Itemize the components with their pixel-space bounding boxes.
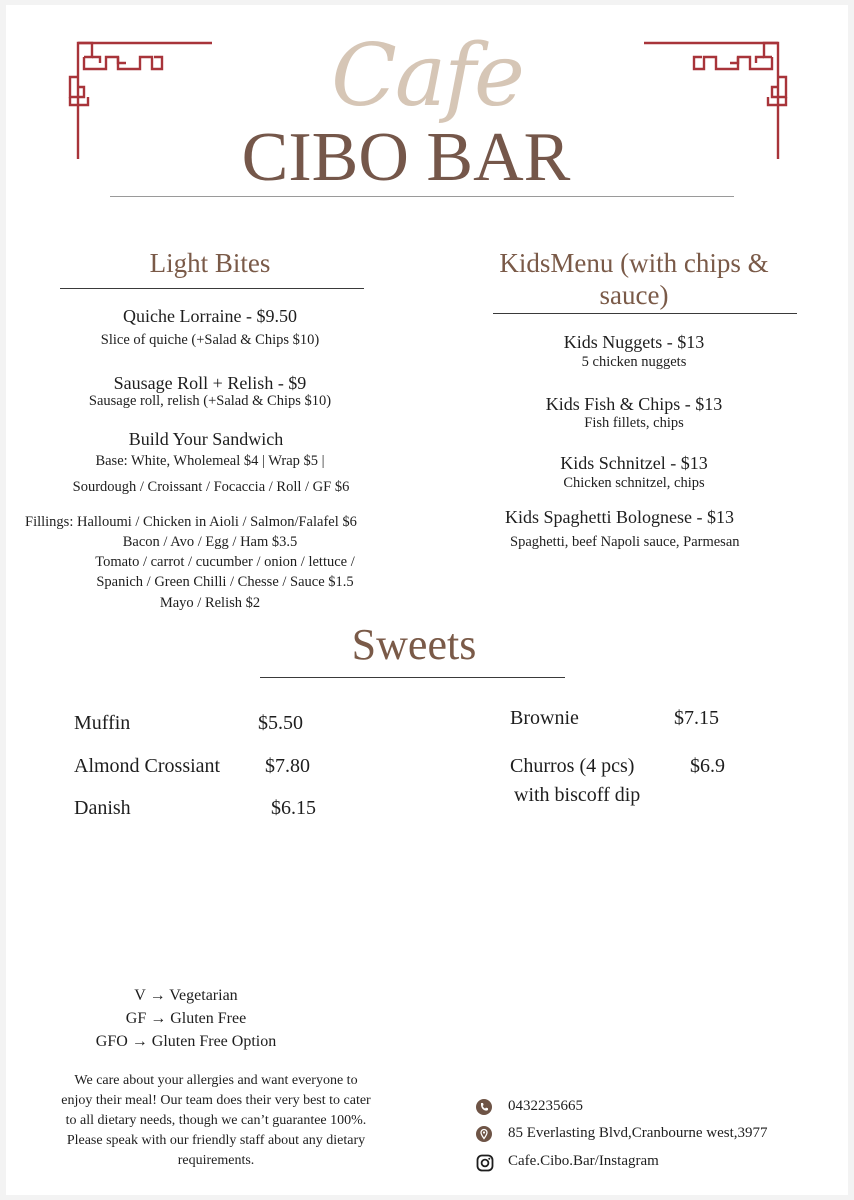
location-pin-icon bbox=[476, 1126, 492, 1142]
kids-item-nuggets-desc: 5 chicken nuggets bbox=[581, 354, 687, 370]
legend-gluten-free: GF → Gluten Free bbox=[125, 1010, 247, 1027]
kids-menu-heading-line2: sauce) bbox=[599, 280, 669, 310]
sandwich-base-line1: Base: White, Wholemeal $4 | Wrap $5 | bbox=[95, 453, 325, 469]
cafe-name-title: CIBO BAR bbox=[241, 119, 571, 196]
sweet-item-almond-croissant: Almond Crossiant bbox=[74, 755, 221, 777]
menu-page bbox=[6, 5, 848, 1195]
menu-item-quiche-desc: Slice of quiche (+Salad & Chips $10) bbox=[100, 332, 320, 348]
kids-item-nuggets: Kids Nuggets - $13 bbox=[563, 332, 705, 352]
allergy-note-line2: enjoy their meal! Our team does their very best to cater bbox=[61, 1093, 371, 1108]
sandwich-fillings-line3: Tomato / carrot / cucumber / onion / lettuce / bbox=[95, 554, 355, 570]
sweet-price-almond-croissant: $7.80 bbox=[265, 755, 310, 777]
sandwich-fillings-line4: Spanich / Green Chilli / Chesse / Sauce $1.5 bbox=[96, 574, 354, 590]
menu-item-sausage-roll: Sausage Roll + Relish - $9 bbox=[113, 373, 307, 393]
sweet-item-churros-extra: with biscoff dip bbox=[514, 784, 641, 806]
sweet-item-muffin: Muffin bbox=[74, 712, 131, 734]
sweet-item-danish: Danish bbox=[74, 797, 131, 819]
contact-instagram[interactable]: Cafe.Cibo.Bar/Instagram bbox=[508, 1153, 659, 1169]
contact-phone: 0432235665 bbox=[508, 1098, 583, 1114]
menu-item-sandwich: Build Your Sandwich bbox=[128, 429, 284, 449]
kids-item-schnitzel-desc: Chicken schnitzel, chips bbox=[563, 475, 705, 491]
instagram-icon bbox=[476, 1154, 494, 1172]
sweet-price-muffin: $5.50 bbox=[258, 712, 303, 734]
phone-icon bbox=[476, 1099, 492, 1115]
sweet-price-brownie: $7.15 bbox=[674, 707, 719, 729]
kids-menu-divider bbox=[493, 313, 797, 314]
allergy-note-line4: Please speak with our friendly staff about any dietary bbox=[66, 1133, 366, 1148]
sweets-divider bbox=[260, 677, 565, 678]
contact-address: 85 Everlasting Blvd,Cranbourne west,3977 bbox=[508, 1125, 768, 1141]
kids-item-spaghetti: Kids Spaghetti Bolognese - $13 bbox=[505, 507, 734, 527]
allergy-note bbox=[26, 1071, 406, 1171]
allergy-note-line1: We care about your allergies and want everyone to bbox=[74, 1073, 358, 1088]
light-bites-divider bbox=[60, 288, 364, 289]
kids-item-fish-chips: Kids Fish & Chips - $13 bbox=[545, 394, 723, 414]
allergy-note-line5: requirements. bbox=[177, 1153, 255, 1168]
menu-item-sausage-roll-desc: Sausage roll, relish (+Salad & Chips $10) bbox=[88, 393, 332, 409]
legend-gluten-free-option: GFO → Gluten Free Option bbox=[95, 1033, 277, 1050]
allergy-note-line3: to all dietary needs, though we can’t guarantee 100%. bbox=[65, 1113, 367, 1128]
kids-item-fish-chips-desc: Fish fillets, chips bbox=[584, 415, 684, 431]
kids-menu-heading-line1: KidsMenu (with chips & bbox=[499, 248, 769, 278]
sweet-item-churros: Churros (4 pcs) bbox=[510, 755, 635, 777]
sweet-price-churros: $6.9 bbox=[690, 755, 725, 777]
kids-item-spaghetti-desc: Spaghetti, beef Napoli sauce, Parmesan bbox=[510, 534, 740, 550]
cafe-script-title: Cafe bbox=[331, 26, 523, 126]
sandwich-fillings-line1: Fillings: Halloumi / Chicken in Aioli / Salmon/Falafel $6 bbox=[25, 514, 357, 530]
legend-vegetarian: V → Vegetarian bbox=[134, 987, 238, 1004]
sweets-heading: Sweets bbox=[351, 620, 477, 669]
menu-item-quiche: Quiche Lorraine - $9.50 bbox=[123, 306, 297, 326]
sweet-item-brownie: Brownie bbox=[510, 707, 579, 729]
light-bites-heading: Light Bites bbox=[149, 248, 271, 278]
sandwich-base-line2: Sourdough / Croissant / Focaccia / Roll / GF $6 bbox=[72, 479, 350, 495]
sandwich-fillings-line5: Mayo / Relish $2 bbox=[159, 595, 261, 611]
sweet-price-danish: $6.15 bbox=[271, 797, 316, 819]
sandwich-fillings-line2: Bacon / Avo / Egg / Ham $3.5 bbox=[122, 534, 298, 550]
title-divider bbox=[110, 196, 734, 197]
kids-item-schnitzel: Kids Schnitzel - $13 bbox=[560, 453, 708, 473]
